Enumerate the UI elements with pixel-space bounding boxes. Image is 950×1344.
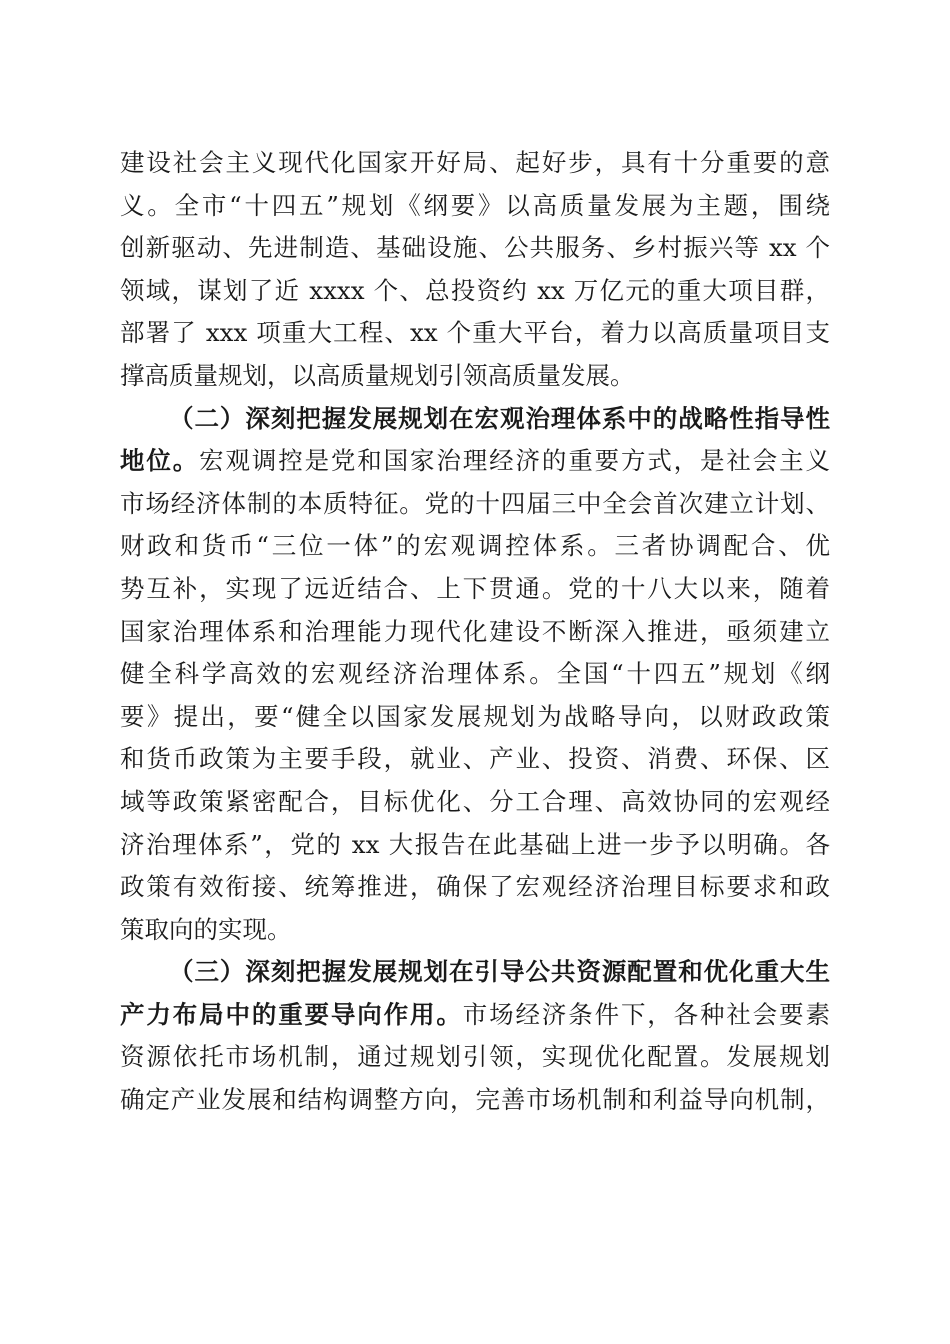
text-line: 建设社会主义现代化国家开好局、起好步，具有十分重要的意	[120, 148, 830, 177]
section-heading: （三）深刻把握发展规划在引导公共资源配置和优化重大生	[169, 957, 830, 987]
text-line: 义。全市“十四五”规划《纲要》以高质量发展为主题，围绕	[120, 190, 830, 220]
text-line: 确定产业发展和结构调整方向，完善市场机制和利益导向机制，	[120, 1085, 830, 1115]
text-line: 势互补，实现了远近结合、上下贯通。党的十八大以来，随着	[120, 573, 830, 603]
text-line: 要》提出，要“健全以国家发展规划为战略导向，以财政政策	[120, 701, 830, 731]
text-line: 健全科学高效的宏观经济治理体系。全国“十四五”规划《纲	[120, 659, 830, 689]
text-line: 策取向的实现。	[120, 914, 292, 944]
text-line: 济治理体系”，党的 xx 大报告在此基础上进一步予以明确。各	[120, 829, 830, 859]
text-line: 部署了 xxx 项重大工程、xx 个重大平台，着力以高质量项目支	[120, 318, 830, 348]
text-line: 和货币政策为主要手段，就业、产业、投资、消费、环保、区	[120, 744, 830, 774]
text-run: 市场经济条件下，各种社会要素	[462, 999, 830, 1029]
text-line: 政策有效衔接、统筹推进，确保了宏观经济治理目标要求和政	[120, 872, 830, 902]
document-body	[120, 142, 830, 1122]
text-run: 宏观调控是党和国家治理经济的重要方式，是社会主义	[199, 446, 831, 476]
text-line: 资源依托市场机制，通过规划引领，实现优化配置。发展规划	[120, 1042, 830, 1072]
text-line: 域等政策紧密配合，目标优化、分工合理、高效协同的宏观经	[120, 786, 830, 816]
text-line: 国家治理体系和治理能力现代化建设不断深入推进，亟须建立	[120, 616, 830, 646]
text-line	[120, 440, 830, 483]
text-line: 创新驱动、先进制造、基础设施、公共服务、乡村振兴等 xx 个	[120, 233, 830, 263]
text-line: 财政和货币“三位一体”的宏观调控体系。三者协调配合、优	[120, 531, 830, 561]
text-line: 市场经济体制的本质特征。党的十四届三中全会首次建立计划、	[120, 488, 830, 518]
section-heading-end: 地位。	[120, 446, 200, 476]
section-heading: （二）深刻把握发展规划在宏观治理体系中的战略性指导性	[169, 403, 830, 433]
text-line	[120, 994, 830, 1037]
text-line: 领域，谋划了近 xxxx 个、总投资约 xx 万亿元的重大项目群，	[120, 275, 830, 305]
section-heading-end: 产力布局中的重要导向作用。	[120, 999, 463, 1029]
text-line: 撑高质量规划，以高质量规划引领高质量发展。	[120, 360, 635, 390]
